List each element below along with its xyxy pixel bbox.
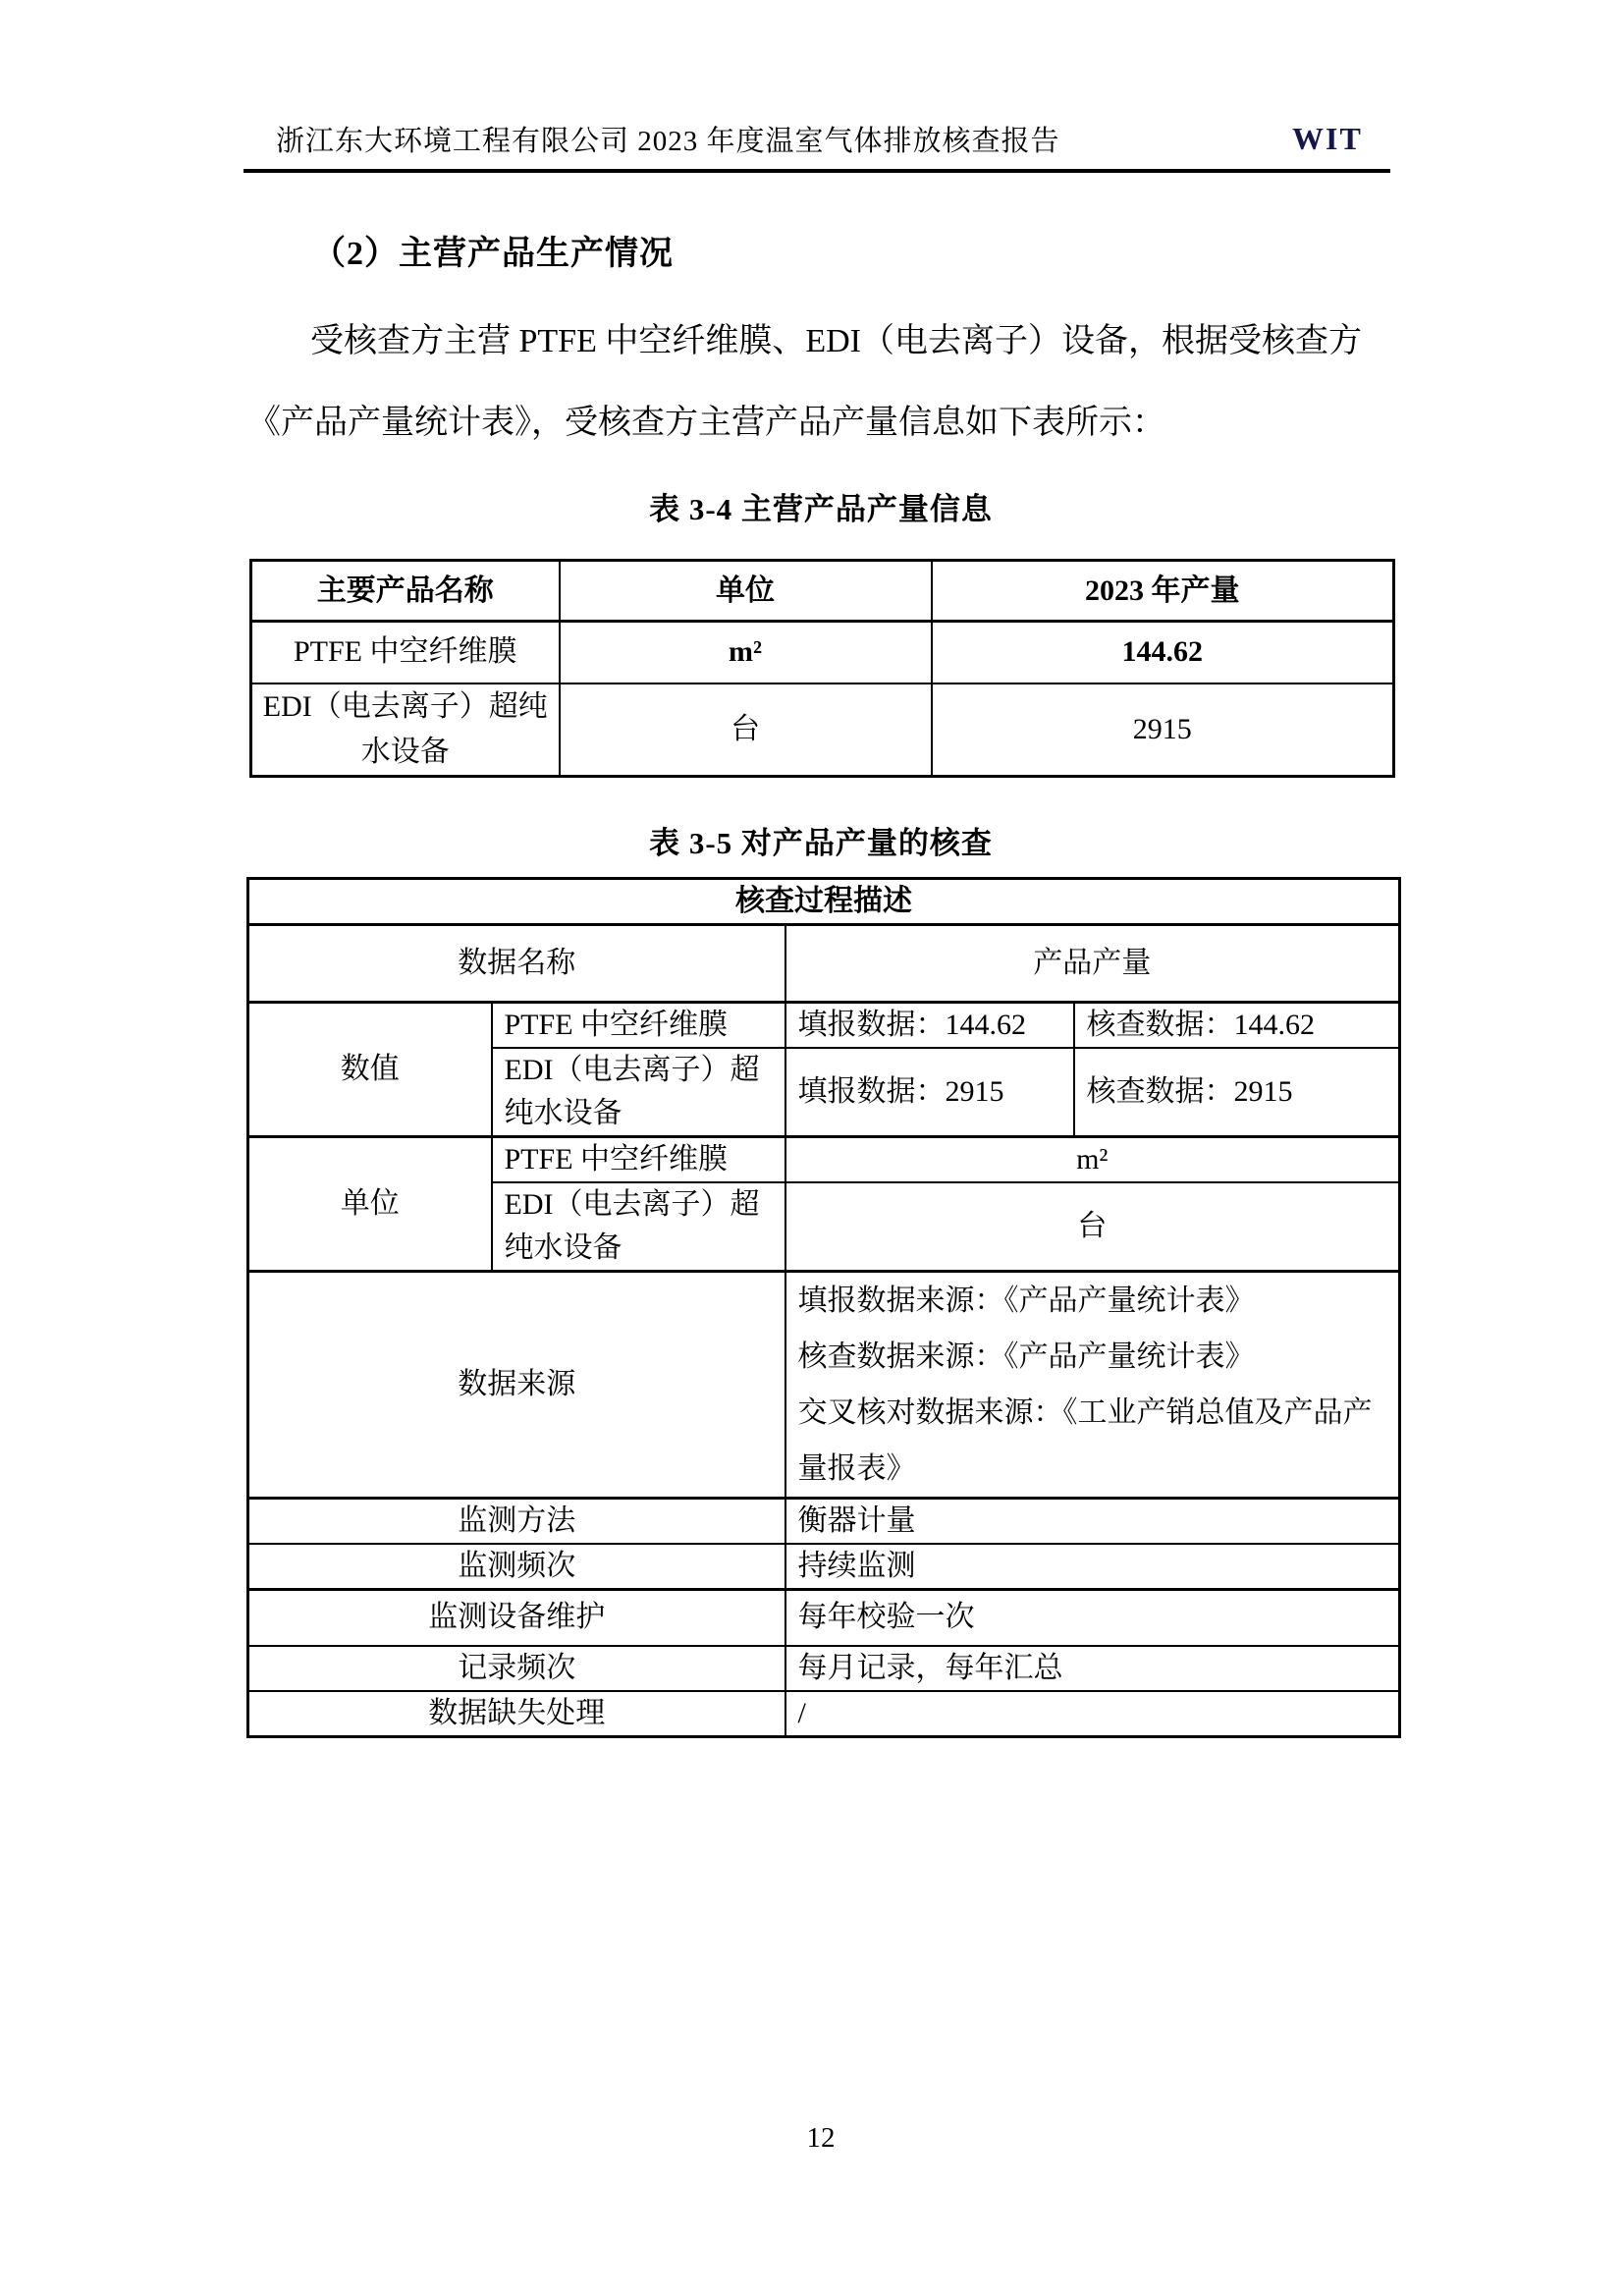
t35-source-line-crosscheck: 交叉核对数据来源：《工业产销总值及产品产量报表》 bbox=[797, 1396, 1373, 1485]
header-rule bbox=[244, 169, 1390, 173]
t35-value-reported-ptfe: 填报数据：144.62 bbox=[785, 1003, 1074, 1049]
t35-source-label: 数据来源 bbox=[248, 1272, 785, 1499]
t35-value-reported-edi: 填报数据：2915 bbox=[785, 1048, 1074, 1137]
t34-product-name-ptfe: PTFE 中空纤维膜 bbox=[251, 622, 560, 683]
t35-unit-value-ptfe: m² bbox=[785, 1137, 1400, 1183]
t35-unit-product-edi: EDI（电去离子）超纯水设备 bbox=[492, 1182, 785, 1272]
t35-header-process-description: 核查过程描述 bbox=[248, 879, 1400, 925]
table-3-5-title: 表 3-5 对产品产量的核查 bbox=[649, 826, 993, 860]
t34-header-unit: 单位 bbox=[560, 561, 932, 622]
table-row bbox=[248, 1544, 1400, 1590]
table-row bbox=[248, 1590, 1400, 1646]
t35-source-content bbox=[785, 1272, 1400, 1499]
table-row bbox=[248, 925, 1400, 1003]
t35-unit-section-label: 单位 bbox=[248, 1137, 492, 1272]
t35-monitoring-frequency-value: 持续监测 bbox=[785, 1544, 1400, 1590]
t34-unit-edi: 台 bbox=[560, 683, 932, 777]
section-heading: （2）主营产品生产情况 bbox=[312, 236, 674, 272]
t35-missing-data-label: 数据缺失处理 bbox=[248, 1691, 785, 1737]
t35-missing-data-value: / bbox=[785, 1691, 1400, 1737]
t35-record-frequency-label: 记录频次 bbox=[248, 1646, 785, 1691]
t34-header-output-2023: 2023 年产量 bbox=[932, 561, 1394, 622]
table-row bbox=[251, 561, 1394, 622]
table-row bbox=[248, 1691, 1400, 1737]
intro-paragraph bbox=[247, 301, 1398, 464]
t34-output-edi: 2915 bbox=[932, 683, 1394, 777]
table-3-4-title: 表 3-4 主营产品产量信息 bbox=[649, 492, 993, 526]
table-row bbox=[248, 1272, 1400, 1499]
table-row bbox=[251, 622, 1394, 683]
t34-output-ptfe: 144.62 bbox=[932, 622, 1394, 683]
t35-unit-value-edi: 台 bbox=[785, 1182, 1400, 1272]
table-row bbox=[248, 1003, 1400, 1049]
table-row bbox=[248, 1137, 1400, 1183]
t34-header-product-name: 主要产品名称 bbox=[251, 561, 560, 622]
paragraph-line-1: 受核查方主营 PTFE 中空纤维膜、EDI（电去离子）设备，根据受核查方 bbox=[310, 323, 1362, 359]
t35-record-frequency-value: 每月记录，每年汇总 bbox=[785, 1646, 1400, 1691]
t35-monitoring-method-label: 监测方法 bbox=[248, 1499, 785, 1545]
paragraph-line-2: 《产品产量统计表》，受核查方主营产品产量信息如下表所示： bbox=[247, 405, 1165, 441]
t35-equipment-maintenance-label: 监测设备维护 bbox=[248, 1590, 785, 1646]
wit-logo: WIT bbox=[1292, 121, 1363, 156]
t35-unit-product-ptfe: PTFE 中空纤维膜 bbox=[492, 1137, 785, 1183]
table-row bbox=[248, 879, 1400, 925]
table-row bbox=[248, 1646, 1400, 1691]
t34-unit-ptfe: m² bbox=[560, 622, 932, 683]
table-row bbox=[251, 683, 1394, 777]
t35-value-section-label: 数值 bbox=[248, 1003, 492, 1137]
t34-product-name-edi: EDI（电去离子）超纯水设备 bbox=[251, 683, 560, 777]
t35-value-verified-edi: 核查数据：2915 bbox=[1074, 1048, 1400, 1137]
t35-data-name-label: 数据名称 bbox=[248, 925, 785, 1003]
page-number: 12 bbox=[806, 2122, 836, 2154]
table-3-5 bbox=[246, 877, 1401, 1738]
t35-value-product-ptfe: PTFE 中空纤维膜 bbox=[492, 1003, 785, 1049]
t35-source-line-verified: 核查数据来源：《产品产量统计表》 bbox=[797, 1340, 1255, 1373]
t35-monitoring-frequency-label: 监测频次 bbox=[248, 1544, 785, 1590]
t35-monitoring-method-value: 衡器计量 bbox=[785, 1499, 1400, 1545]
table-3-4 bbox=[249, 559, 1395, 778]
t35-value-product-edi: EDI（电去离子）超纯水设备 bbox=[492, 1048, 785, 1137]
header-title: 浙江东大环境工程有限公司 2023 年度温室气体排放核查报告 bbox=[276, 126, 1060, 157]
t35-data-name-value: 产品产量 bbox=[785, 925, 1400, 1003]
table-row bbox=[248, 1499, 1400, 1545]
t35-source-line-reported: 填报数据来源：《产品产量统计表》 bbox=[797, 1285, 1255, 1317]
t35-equipment-maintenance-value: 每年校验一次 bbox=[785, 1590, 1400, 1646]
t35-value-verified-ptfe: 核查数据：144.62 bbox=[1074, 1003, 1400, 1049]
